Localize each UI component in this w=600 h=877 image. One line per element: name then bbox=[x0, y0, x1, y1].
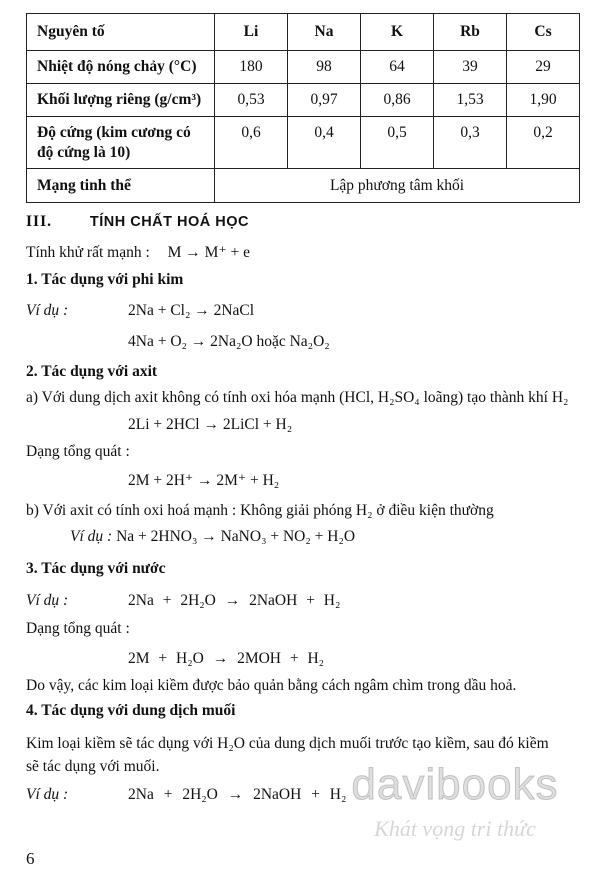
intro-equation: M → M⁺ + e bbox=[167, 244, 251, 261]
intro-line bbox=[26, 243, 250, 262]
example-label: Ví dụ : bbox=[26, 302, 69, 319]
element-k: K bbox=[361, 14, 434, 51]
table-cell: 1,53 bbox=[434, 84, 507, 117]
table-row-density bbox=[27, 84, 580, 117]
table-cell: 98 bbox=[288, 51, 361, 84]
paragraph: b) Với axit có tính oxi hoá mạnh : Không giải phóng H₂ ở điều kiện thường bbox=[26, 502, 494, 519]
table-cell: 1,90 bbox=[507, 84, 580, 117]
subsection-heading: 2. Tác dụng với axit bbox=[26, 363, 158, 380]
subsection-heading: 3. Tác dụng với nước bbox=[26, 560, 166, 577]
equation: 2Li + 2HCl → 2LiCl + H₂ bbox=[128, 416, 293, 433]
paragraph: Do vậy, các kim loại kiềm được bảo quản bằng cách ngâm chìm trong dầu hoả. bbox=[26, 677, 517, 694]
table-cell: 0,5 bbox=[361, 117, 434, 169]
table-cell: 0,97 bbox=[288, 84, 361, 117]
header-label: Nguyên tố bbox=[27, 14, 215, 51]
table-row-hardness bbox=[27, 117, 580, 169]
equation: 2Na + 2H₂O → 2NaOH + H₂ bbox=[128, 786, 347, 803]
equation: 2Na + Cl₂ → 2NaCl bbox=[128, 302, 255, 319]
example-label: Ví dụ : bbox=[26, 592, 69, 609]
watermark-slogan: Khát vọng tri thức bbox=[374, 816, 536, 841]
element-cs: Cs bbox=[507, 14, 580, 51]
watermark-brand: davibooks bbox=[351, 760, 559, 809]
row-label-line: độ cứng là 10) bbox=[37, 143, 131, 161]
table-cell: 0,4 bbox=[288, 117, 361, 169]
table-cell: 0,86 bbox=[361, 84, 434, 117]
table-cell: 39 bbox=[434, 51, 507, 84]
table-cell: 0,6 bbox=[215, 117, 288, 169]
paragraph: a) Với dung dịch axit không có tính oxi hóa mạnh (HCl, H₂SO₄ loãng) tạo thành khí H₂ bbox=[26, 389, 569, 406]
table-cell: 0,53 bbox=[215, 84, 288, 117]
row-label: Nhiệt độ nóng chảy (°C) bbox=[27, 51, 215, 84]
alkali-metal-properties-table bbox=[26, 13, 580, 203]
element-li: Li bbox=[215, 14, 288, 51]
table-row-melting-point bbox=[27, 51, 580, 84]
table-cell: 0,3 bbox=[434, 117, 507, 169]
element-na: Na bbox=[288, 14, 361, 51]
equation: 2Na + 2H₂O → 2NaOH + H₂ bbox=[128, 592, 341, 609]
table-cell: 29 bbox=[507, 51, 580, 84]
equation: 2M + 2H⁺ → 2M⁺ + H₂ bbox=[128, 472, 280, 489]
equation: Na + 2HNO₃ → NaNO₃ + NO₂ + H₂O bbox=[116, 528, 356, 545]
example-line bbox=[70, 528, 355, 546]
table-cell-span: Lập phương tâm khối bbox=[215, 169, 580, 203]
table-cell: 180 bbox=[215, 51, 288, 84]
example-label: Ví dụ : bbox=[26, 786, 69, 803]
general-form-label: Dạng tổng quát : bbox=[26, 443, 130, 460]
paragraph: Kim loại kiềm sẽ tác dụng với H₂O của dung dịch muối trước tạo kiềm, sau đó kiềm bbox=[26, 735, 549, 752]
table-cell: 64 bbox=[361, 51, 434, 84]
subsection-heading: 4. Tác dụng với dung dịch muối bbox=[26, 702, 236, 719]
subsection-heading: 1. Tác dụng với phi kim bbox=[26, 271, 184, 288]
element-rb: Rb bbox=[434, 14, 507, 51]
row-label: Khối lượng riêng (g/cm³) bbox=[27, 84, 215, 117]
section-number: III. bbox=[26, 213, 52, 230]
row-label: Mạng tinh thể bbox=[27, 169, 215, 203]
row-label-line: Độ cứng (kim cương có bbox=[37, 123, 191, 141]
section-heading bbox=[26, 213, 249, 231]
table-cell: 0,2 bbox=[507, 117, 580, 169]
table-header-row bbox=[27, 14, 580, 51]
example-label: Ví dụ : bbox=[70, 528, 113, 545]
paragraph: sẽ tác dụng với muối. bbox=[26, 758, 160, 775]
intro-text: Tính khử rất mạnh : bbox=[26, 244, 150, 261]
general-form-label: Dạng tổng quát : bbox=[26, 620, 130, 637]
row-label bbox=[27, 117, 215, 169]
section-title: TÍNH CHẤT HOÁ HỌC bbox=[89, 214, 249, 230]
table-row-crystal-lattice bbox=[27, 169, 580, 203]
equation: 4Na + O₂ → 2Na₂O hoặc Na₂O₂ bbox=[128, 333, 330, 350]
equation: 2M + H₂O → 2MOH + H₂ bbox=[128, 650, 325, 667]
page-number: 6 bbox=[26, 849, 35, 868]
